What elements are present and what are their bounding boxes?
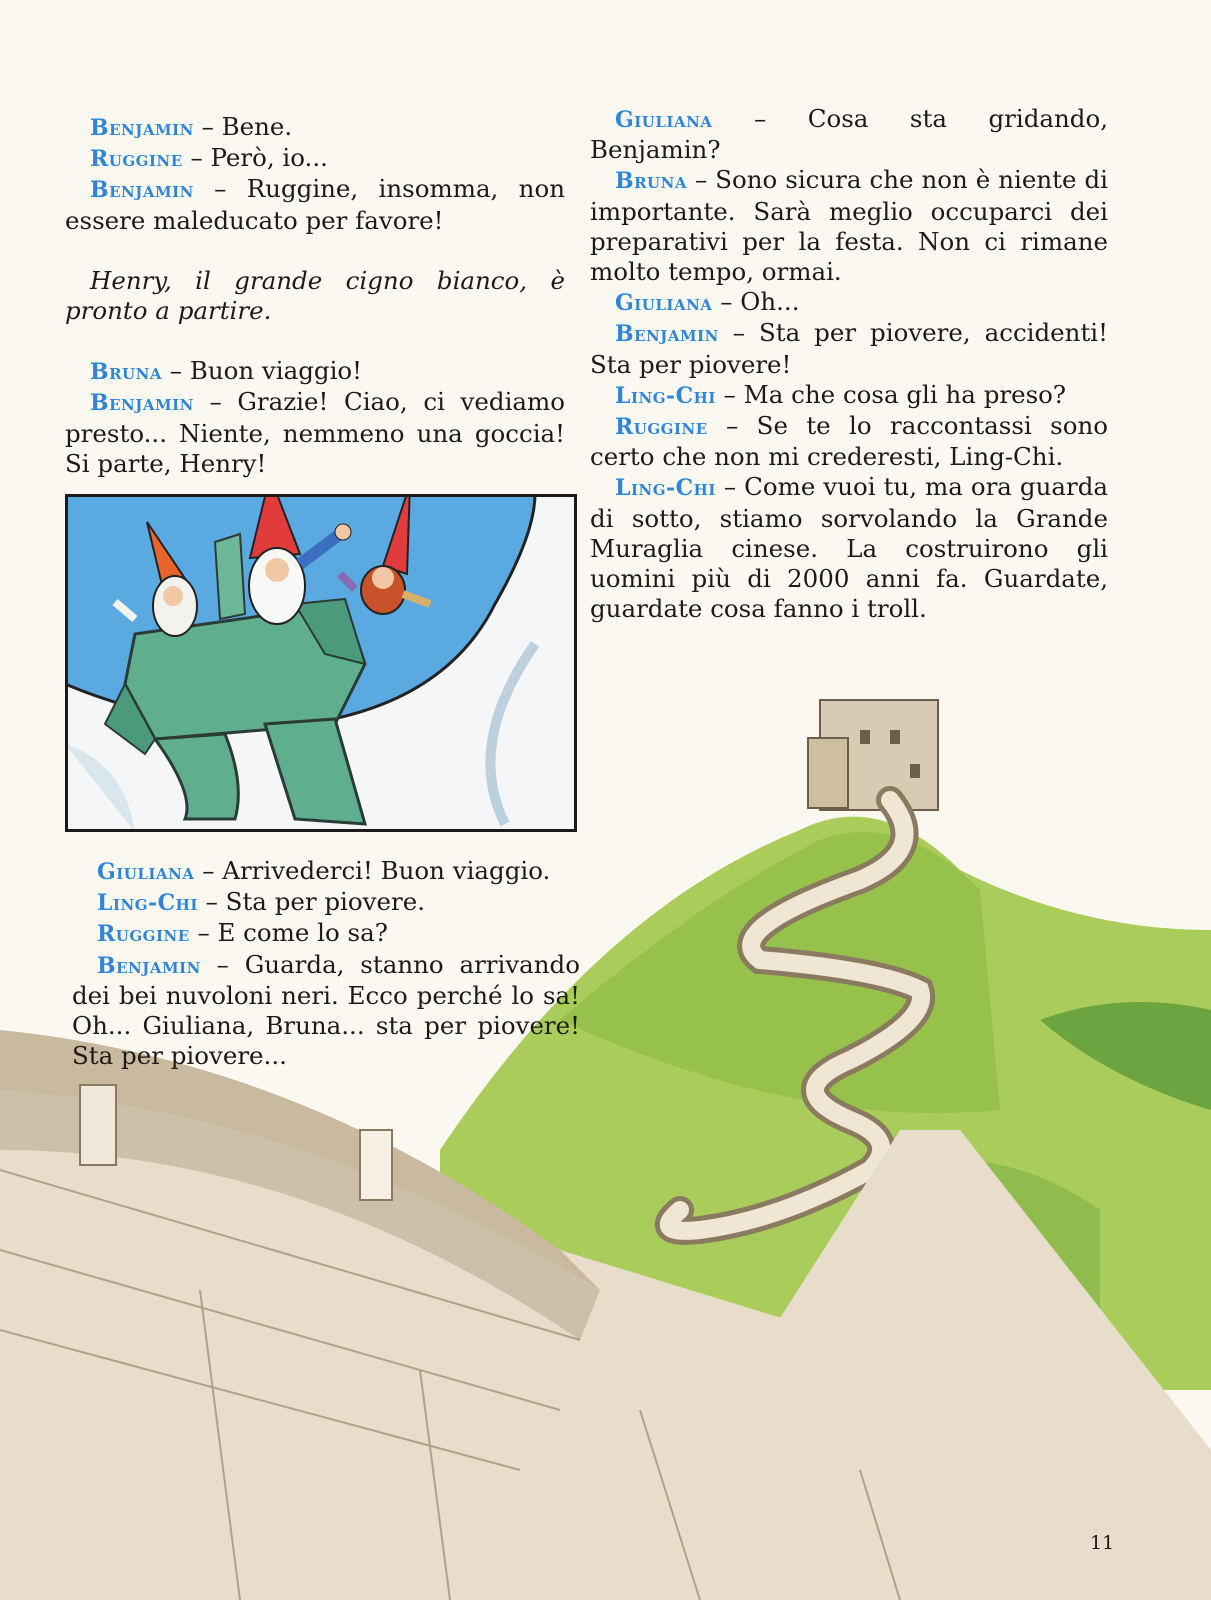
dialogue-line: [590, 472, 1108, 624]
speaker-name: Ruggine: [97, 921, 190, 948]
dialogue-line: [65, 387, 565, 479]
dialogue-text: – Sta per piovere, accidenti! Sta per piovere!: [590, 318, 1108, 379]
dialogue-text: – Se te lo raccontassi sono certo che non mi crederesti, Ling-Chi.: [590, 411, 1108, 472]
dialogue-text: – Arrivederci! Buon viaggio.: [194, 856, 551, 885]
left-column-top: [65, 112, 565, 479]
page-number: 11: [1090, 1532, 1115, 1554]
dialogue-line: [72, 918, 580, 949]
dialogue-text: – Come vuoi tu, ma ora guarda di sotto, stiamo sorvolando la Grande Muraglia cinese. La costruirono gli uomini più di 2000 anni fa. Guardate, guardate cosa fanno i troll.: [590, 472, 1108, 624]
speaker-name: Benjamin: [90, 177, 194, 204]
narration-text: Henry, il grande cigno bianco, è pronto a partire.: [65, 265, 565, 326]
speaker-name: Benjamin: [90, 390, 194, 417]
dialogue-text: – Grazie! Ciao, ci vediamo presto... Niente, nemmeno una goccia! Si parte, Henry!: [65, 387, 565, 478]
dialogue-line: [65, 174, 565, 235]
speaker-name: Ling-Chi: [615, 382, 716, 409]
dialogue-line: [590, 318, 1108, 379]
speaker-name: Giuliana: [97, 859, 195, 885]
speaker-name: Bruna: [615, 168, 687, 195]
dialogue-text: – Ma che cosa gli ha preso?: [715, 379, 1067, 409]
dialogue-text: – Però, io...: [182, 143, 328, 173]
dialogue-line: [590, 287, 1108, 318]
dialogue-line: [65, 143, 565, 174]
dialogue-text: – Ruggine, insomma, non essere maleducato per favore!: [65, 174, 565, 235]
dialogue-text: – Buon viaggio!: [162, 356, 363, 386]
speaker-name: Ling-Chi: [615, 475, 716, 502]
dialogue-text: – Oh...: [712, 287, 800, 317]
dialogue-text: – Sta per piovere.: [197, 887, 425, 917]
dialogue-line: [590, 104, 1108, 165]
speaker-name: Ruggine: [615, 414, 708, 441]
dialogue-line: [72, 950, 580, 1072]
dialogue-line: [72, 887, 580, 918]
speaker-name: Bruna: [90, 359, 162, 386]
speaker-name: Ling-Chi: [97, 890, 198, 917]
dialogue-text: – Bene.: [193, 112, 293, 141]
speaker-name: Benjamin: [90, 115, 194, 141]
dialogue-line: [590, 165, 1108, 287]
dialogue-line: [590, 411, 1108, 472]
right-column: [590, 104, 1108, 624]
speaker-name: Giuliana: [615, 107, 713, 133]
speaker-name: Giuliana: [615, 290, 713, 317]
left-column-bottom: [72, 856, 580, 1071]
dialogue-text: – E come lo sa?: [189, 918, 388, 948]
dialogue-text: – Guarda, stanno arrivando dei bei nuvoloni neri. Ecco perché lo sa! Oh... Giuliana, Bruna... sta per piovere! Sta per piovere...: [72, 949, 580, 1071]
speaker-name: Ruggine: [90, 146, 183, 173]
speaker-name: Benjamin: [615, 321, 719, 348]
great-wall-illustration: [0, 690, 1211, 1600]
speaker-name: Benjamin: [97, 952, 201, 979]
dialogue-line: [65, 112, 565, 143]
dialogue-line: [72, 856, 580, 887]
dialogue-line: [65, 356, 565, 387]
dialogue-text: – Cosa sta gridando, Benjamin?: [590, 104, 1108, 165]
dialogue-text: – Sono sicura che non è niente di importante. Sarà meglio occuparci dei preparativi per la festa. Non ci rimane molto tempo, ormai.: [590, 165, 1108, 287]
dialogue-line: [590, 380, 1108, 411]
